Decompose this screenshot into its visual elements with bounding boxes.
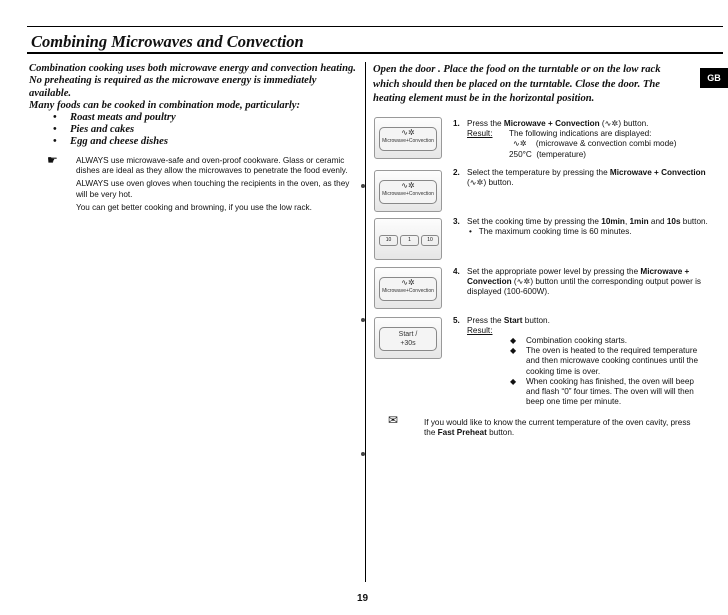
result-item: ◆ Combination cooking starts. <box>510 336 628 345</box>
column-divider <box>365 62 366 582</box>
note-item: You can get better cooking and browning, if you use the low rack. <box>76 202 312 212</box>
microwave-convection-icon: ∿✲ <box>401 128 415 137</box>
instruction-heading: Open the door . Place the food on the turntable or on the low rack which should then be placed on the turntable. Close the door. The heating element must be in the horizontal position. <box>373 64 661 105</box>
result-label: Result: <box>467 326 493 336</box>
top-rule <box>27 26 723 27</box>
note-list <box>76 156 354 213</box>
language-tab: GB <box>700 68 728 88</box>
microwave-convection-icon: ∿✲ <box>604 119 619 128</box>
10min-button: 10 <box>379 235 398 246</box>
page-number: 19 <box>357 593 369 604</box>
envelope-icon: ✉ <box>388 413 399 427</box>
binding-dot <box>361 184 365 188</box>
1min-button: 1 <box>400 235 419 246</box>
pointing-hand-icon: ☛ <box>47 153 58 167</box>
result-label: Result: <box>467 129 493 139</box>
binding-dot <box>361 452 365 456</box>
intro-text: Combination cooking uses both microwave energy and convection heating. No preheating is required as the microwave energy is immediately available. <box>29 63 356 99</box>
panel-image-3 <box>374 218 442 260</box>
note-item: ALWAYS use microwave-safe and oven-proof cookware. Glass or ceramic dishes are ideal as they allow the microwaves to penetrate the food evenly. <box>76 156 348 176</box>
step-5: 5. Press the Start button. Result: <box>453 316 713 336</box>
microwave-convection-icon: ∿✲ <box>401 278 415 287</box>
panel-image-5 <box>374 317 442 359</box>
microwave-convection-button: ∿✲ Microwave+Convection <box>379 127 437 151</box>
start-button: Start / +30s <box>379 327 437 351</box>
microwave-convection-icon: ∿✲ <box>513 139 527 149</box>
panel-image-1 <box>374 117 442 159</box>
binding-dot <box>361 318 365 322</box>
food-item: • Pies and cakes <box>53 124 135 135</box>
step-4: 4. Set the appropriate power level by pressing the Microwave + Convection (∿✲) button until the corresponding output power is displayed (100-600W). <box>453 267 702 297</box>
tip-text: If you would like to know the current temperature of the oven cavity, press the Fast Preheat button. <box>424 418 691 438</box>
food-item: • Roast meats and poultry <box>53 112 176 123</box>
microwave-convection-button: ∿✲ Microwave+Convection <box>379 180 437 204</box>
panel-image-4 <box>374 267 442 309</box>
page-title: Combining Microwaves and Convection <box>31 32 304 51</box>
10s-button: 10 <box>421 235 439 246</box>
microwave-convection-icon: ∿✲ <box>401 181 415 190</box>
microwave-convection-icon: ∿✲ <box>469 178 484 188</box>
result-item: ◆ The oven is heated to the required temperature and then microwave cooking continues until the cooking time is over. <box>510 346 699 376</box>
panel-image-2 <box>374 170 442 212</box>
step-2: 2. Select the temperature by pressing the Microwave + Convection (∿✲) button. <box>453 168 706 188</box>
step-3: 3. Set the cooking time by pressing the 10min, 1min and 10s button. • The maximum cooking time is 60 minutes. <box>453 217 708 237</box>
microwave-convection-icon: ∿✲ <box>516 277 531 287</box>
foods-intro: Many foods can be cooked in combination mode, particularly: <box>29 99 301 111</box>
food-item: • Egg and cheese dishes <box>53 136 168 147</box>
note-item: ALWAYS use oven gloves when touching the recipients in the oven, as they will be very hot. <box>76 179 350 199</box>
result-list <box>510 336 705 407</box>
microwave-convection-button: ∿✲ Microwave+Convection <box>379 277 437 301</box>
title-rule <box>27 52 723 54</box>
step-1: 1. Press the Microwave + Convection (∿✲) button. Result: The following indications are displayed: ∿✲ (microwave & convection combi mode) 250°C (temperature) <box>453 119 677 159</box>
intro-block <box>29 63 359 112</box>
result-item: ◆ When cooking has finished, the oven will beep and flash “0” four times. The oven will will then beep one time per minute. <box>510 376 694 407</box>
